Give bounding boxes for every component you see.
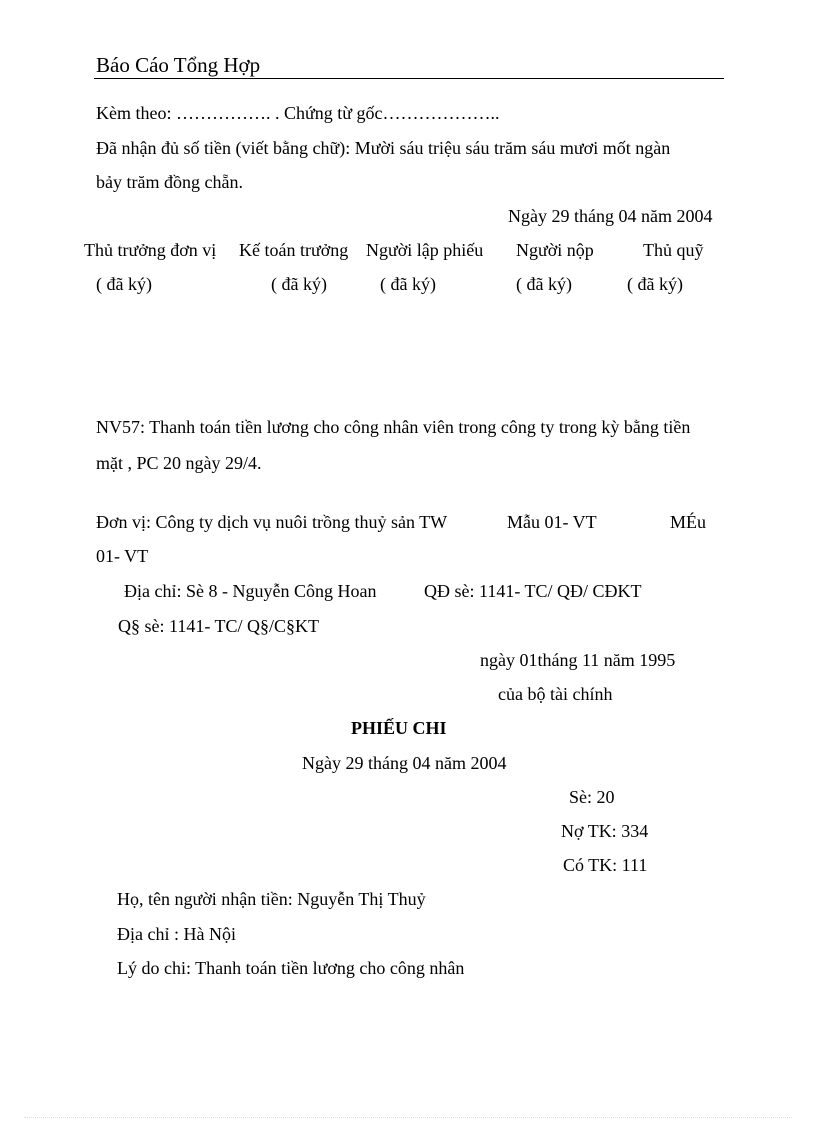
voucher-date: Ngày 29 tháng 04 năm 2004 — [302, 753, 507, 773]
attachments-line: Kèm theo: ……………. . Chứng từ gốc……………….. — [96, 103, 500, 123]
issuer: của bộ tài chính — [498, 684, 613, 704]
header-divider — [94, 78, 724, 79]
voucher-number: Sè: 20 — [569, 787, 615, 807]
signatory-status-chief-accountant: ( đã ký) — [271, 274, 327, 294]
form-code-wrap: 01- VT — [96, 546, 149, 566]
nv57-line-2: mặt , PC 20 ngày 29/4. — [96, 453, 262, 473]
page-bottom-border — [24, 1117, 792, 1118]
decision-line: QĐ sè: 1141- TC/ QĐ/ CĐKT — [424, 581, 642, 601]
recipient-address: Địa chỉ : Hà Nội — [117, 924, 236, 944]
signatory-role-payer: Người nộp — [516, 240, 594, 260]
nv57-line-1: NV57: Thanh toán tiền lương cho công nhân viên trong công ty trong kỳ bằng tiền — [96, 417, 691, 437]
signatory-role-preparer: Người lập phiếu — [366, 240, 484, 260]
form-label: Mẫu 01- VT — [507, 512, 597, 532]
voucher-title: PHIẾU CHI — [351, 718, 447, 738]
address-line: Địa chỉ: Sè 8 - Nguyễn Công Hoan — [124, 581, 377, 601]
signatory-role-chief-accountant: Kế toán trưởng — [239, 240, 349, 260]
signatory-status-preparer: ( đã ký) — [380, 274, 436, 294]
signatory-role-cashier: Thủ quỹ — [643, 240, 704, 260]
signatory-status-cashier: ( đã ký) — [627, 274, 683, 294]
recipient-name: Họ, tên người nhận tiền: Nguyễn Thị Thuỷ — [117, 889, 426, 909]
decision-date: ngày 01tháng 11 năm 1995 — [480, 650, 676, 670]
amount-in-words-line-2: bảy trăm đồng chẵn. — [96, 172, 243, 192]
credit-account: Có TK: 111 — [563, 855, 648, 875]
signatory-status-head-of-unit: ( đã ký) — [96, 274, 152, 294]
unit-line: Đơn vị: Công ty dịch vụ nuôi trồng thuỷ sản TW — [96, 512, 448, 532]
signatory-role-head-of-unit: Thủ trưởng đơn vị — [84, 240, 217, 260]
amount-in-words-line-1: Đã nhận đủ số tiền (viết bằng chữ): Mười sáu triệu sáu trăm sáu mươi mốt ngàn — [96, 138, 671, 158]
payment-reason: Lý do chi: Thanh toán tiền lương cho công nhân — [117, 958, 465, 978]
debit-account: Nợ TK: 334 — [561, 821, 649, 841]
decision-line-garbled: Q§ sè: 1141- TC/ Q§/C§KT — [118, 616, 319, 636]
signatory-status-payer: ( đã ký) — [516, 274, 572, 294]
form-label-garbled: MÉu — [670, 512, 706, 532]
receipt-date: Ngày 29 tháng 04 năm 2004 — [508, 206, 713, 226]
report-header-title: Báo Cáo Tổng Hợp — [96, 53, 261, 77]
